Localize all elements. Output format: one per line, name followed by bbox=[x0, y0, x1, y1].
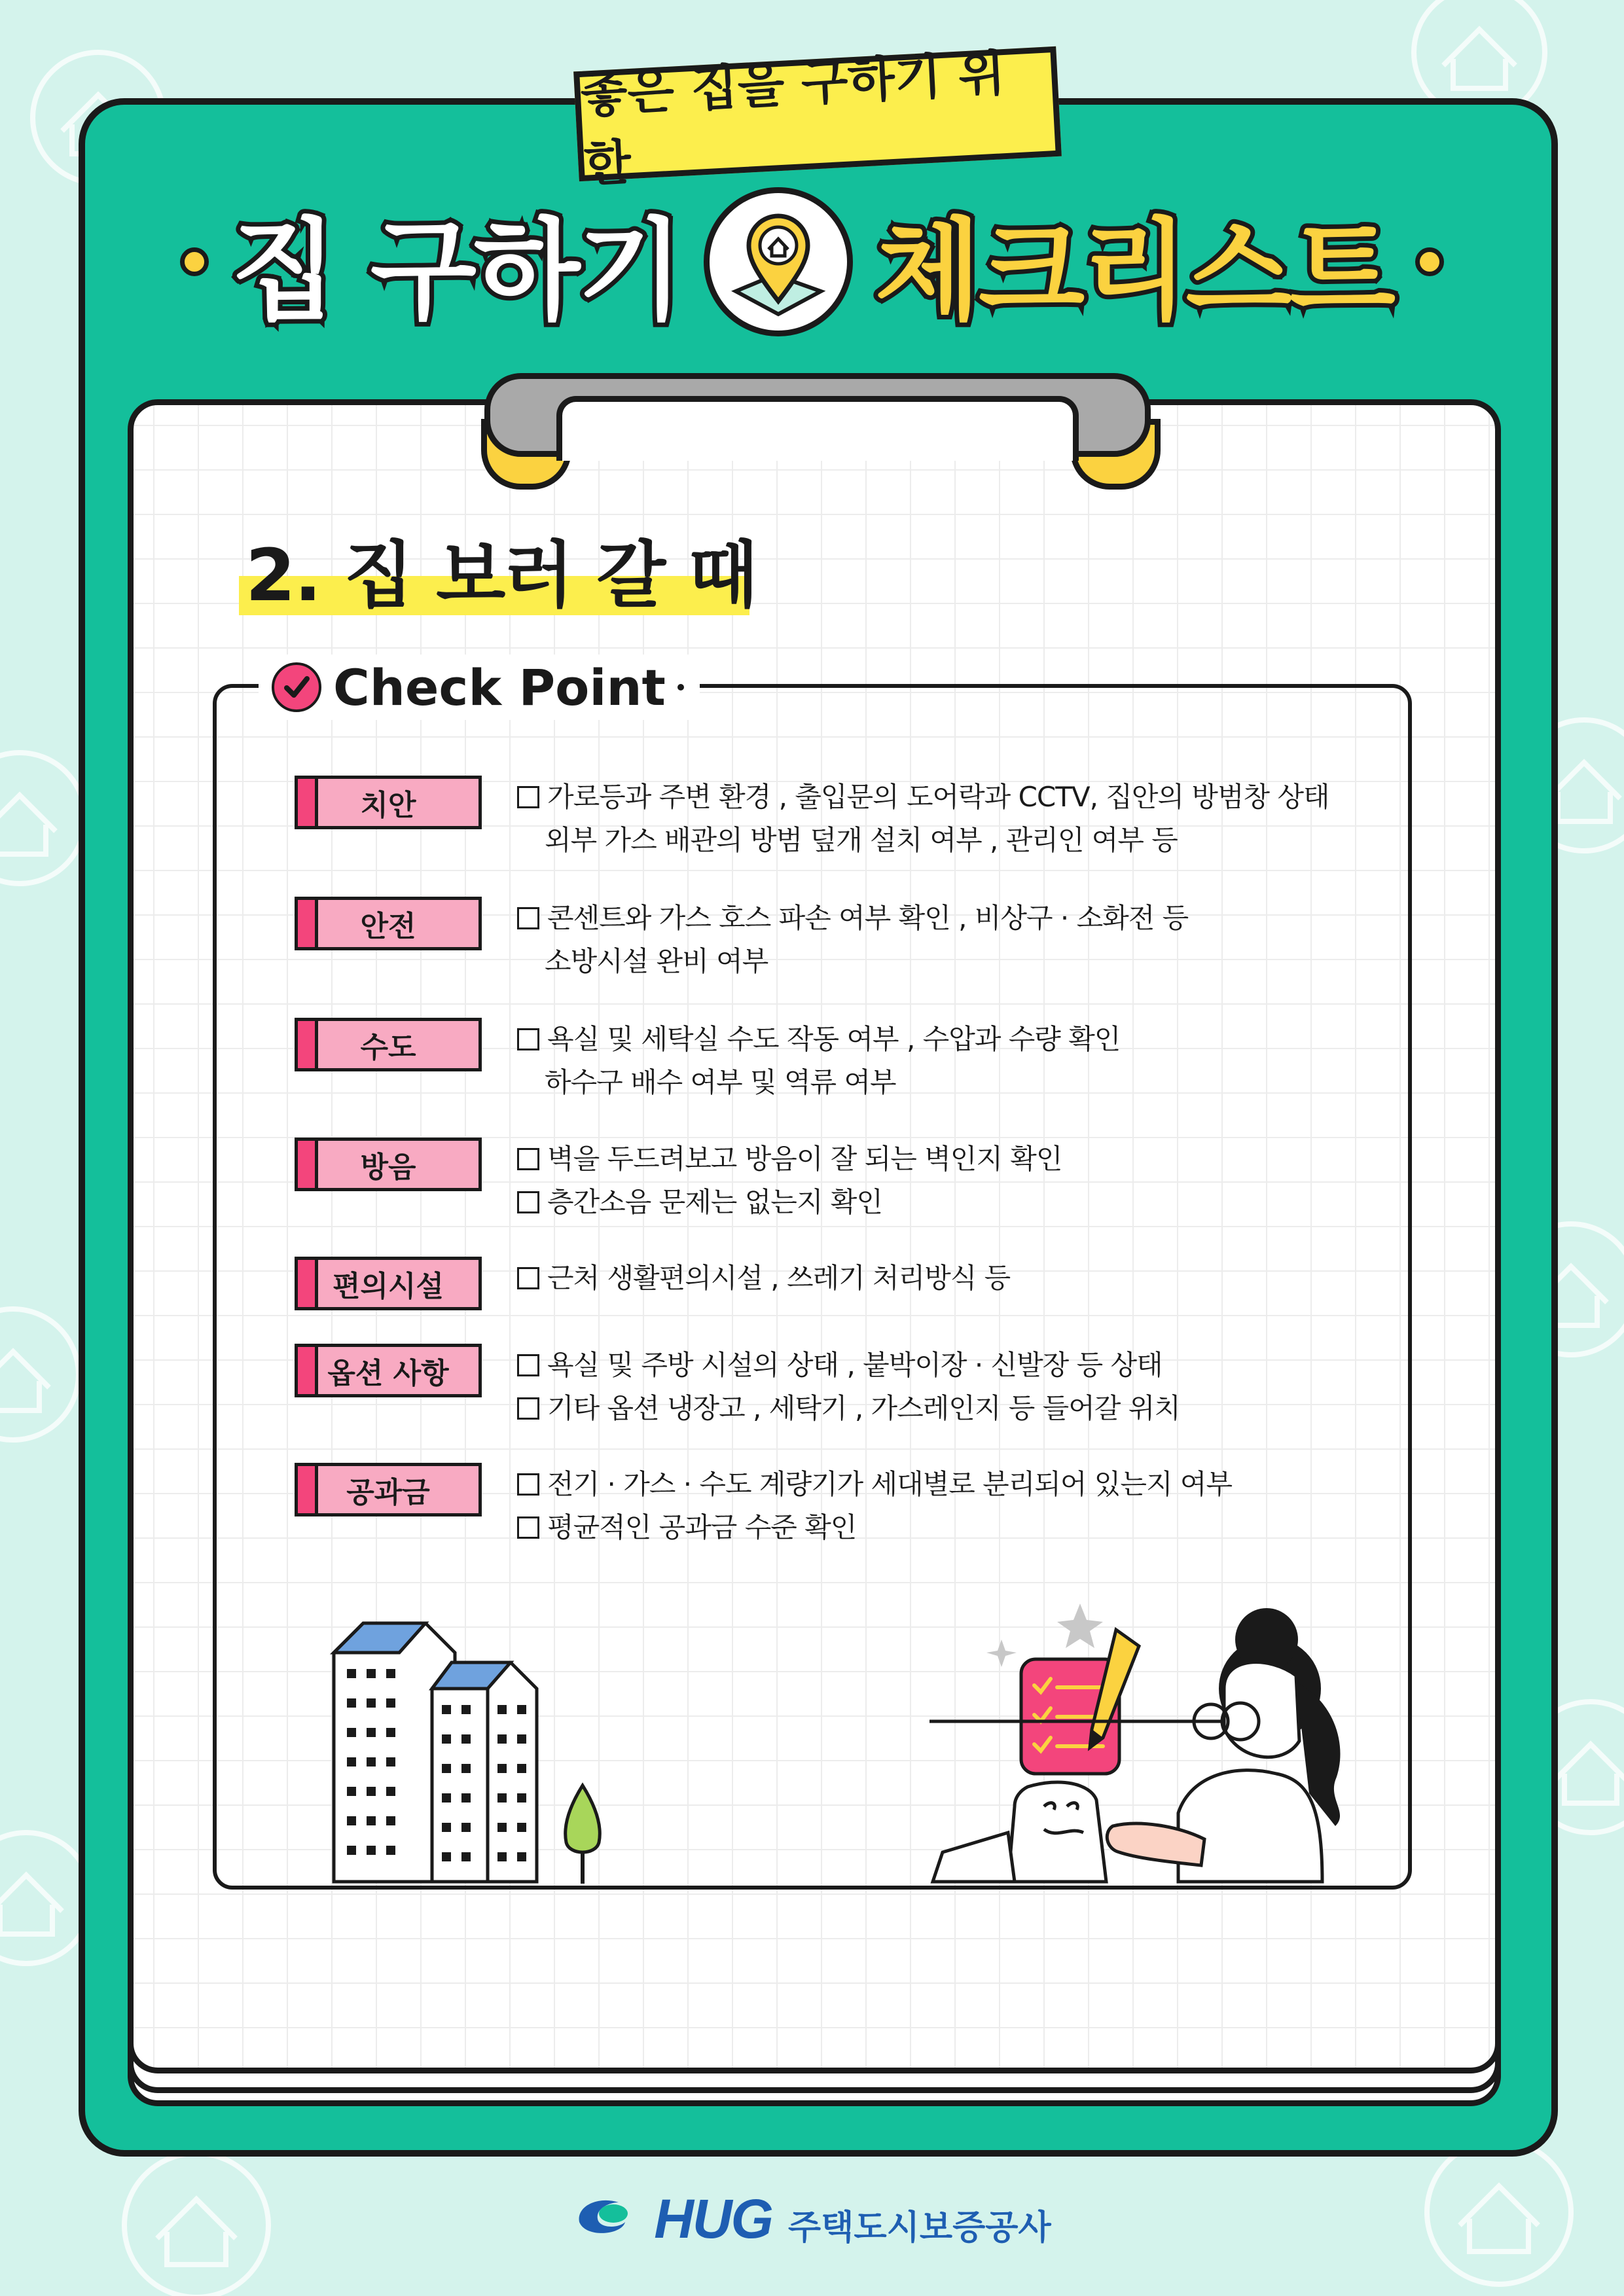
checklist-item-continued bbox=[517, 1061, 1120, 1104]
checkbox-icon[interactable] bbox=[517, 907, 539, 929]
checklist-item bbox=[517, 1463, 1232, 1506]
title-left: 집 구하기 bbox=[230, 206, 681, 335]
checklist-item bbox=[517, 1506, 1232, 1549]
header-ribbon bbox=[573, 45, 1062, 193]
page-title bbox=[0, 196, 1624, 335]
checklist-item-text: 욕실 및 주방 시설의 상태 , 붙박이장 · 신발장 등 상태 bbox=[547, 1349, 1163, 1381]
checkbox-icon[interactable] bbox=[517, 1148, 539, 1170]
checklist-item-continued bbox=[517, 819, 1329, 862]
checklist-item-text: 근처 생활편의시설 , 쓰레기 처리방식 등 bbox=[547, 1262, 1011, 1294]
checkbox-icon[interactable] bbox=[517, 1191, 539, 1213]
checklist-item-text: 전기 · 가스 · 수도 계량기가 세대별로 분리되어 있는지 여부 bbox=[547, 1468, 1233, 1500]
checklist-item-text: 평균적인 공과금 수준 확인 bbox=[547, 1511, 857, 1543]
tag-label: 방음 bbox=[295, 1138, 482, 1191]
tag-label: 치안 bbox=[295, 776, 482, 829]
org-name: 주택도시보증공사 bbox=[787, 2208, 1051, 2248]
hug-logo-icon bbox=[573, 2193, 645, 2245]
checkbox-icon[interactable] bbox=[517, 1354, 539, 1376]
checklist-item-text: 욕실 및 세탁실 수도 작동 여부 , 수압과 수량 확인 bbox=[547, 1023, 1121, 1055]
checklist-item-text: 가로등과 주변 환경 , 출입문의 도어락과 CCTV, 집안의 방범창 상태 bbox=[547, 781, 1329, 813]
woman-writing-illustration bbox=[929, 1590, 1388, 1885]
apartment-buildings-illustration bbox=[321, 1617, 596, 1885]
tree-illustration bbox=[560, 1780, 605, 1885]
checklist-item-text: 외부 가스 배관의 방범 덮개 설치 여부 , 관리인 여부 등 bbox=[545, 824, 1178, 856]
title-dot-left bbox=[180, 247, 209, 276]
ribbon-text: 좋은 집을 구하기 위한 bbox=[579, 45, 1007, 193]
checklist-item-text: 하수구 배수 여부 및 역류 여부 bbox=[545, 1066, 896, 1098]
checklist-item bbox=[517, 1181, 1062, 1224]
checkbox-icon[interactable] bbox=[517, 1028, 539, 1050]
check-point-title bbox=[259, 655, 700, 720]
checklist-item bbox=[517, 776, 1329, 819]
checklist-item-text: 콘센트와 가스 호스 파손 여부 확인 , 비상구 · 소화전 등 bbox=[547, 902, 1189, 934]
checklist-item bbox=[517, 1257, 1010, 1300]
checklist-item bbox=[517, 1138, 1062, 1181]
hug-logo-text: HUG bbox=[654, 2187, 772, 2250]
checklist-item-text: 기타 옵션 냉장고 , 세탁기 , 가스레인지 등 들어갈 위치 bbox=[547, 1392, 1180, 1424]
checkbox-icon[interactable] bbox=[517, 786, 539, 808]
check-icon bbox=[272, 662, 321, 712]
checkbox-icon[interactable] bbox=[517, 1516, 539, 1539]
clipboard-clip-inner bbox=[556, 396, 1079, 461]
checkbox-icon[interactable] bbox=[517, 1473, 539, 1496]
footer bbox=[0, 2179, 1624, 2258]
checklist-item bbox=[517, 1344, 1180, 1387]
checklist-item-text: 소방시설 완비 여부 bbox=[545, 945, 768, 977]
checklist-item-text: 층간소음 문제는 없는지 확인 bbox=[547, 1186, 882, 1218]
title-dot-right bbox=[1415, 247, 1444, 276]
check-point-label: Check Point bbox=[333, 658, 666, 717]
checklist-item bbox=[517, 897, 1188, 940]
checklist-item bbox=[517, 1387, 1180, 1430]
checklist-item bbox=[517, 1018, 1120, 1061]
house-pin-icon bbox=[704, 187, 853, 336]
title-right: 체크리스트 bbox=[875, 206, 1394, 335]
title-dot bbox=[677, 684, 684, 691]
section-heading: 2. 집 보러 갈 때 bbox=[245, 533, 757, 617]
checklist-item-text: 벽을 두드려보고 방음이 잘 되는 벽인지 확인 bbox=[547, 1143, 1062, 1175]
tag-label: 수도 bbox=[295, 1018, 482, 1071]
checkbox-icon[interactable] bbox=[517, 1397, 539, 1420]
tag-label: 옵션 사항 bbox=[295, 1344, 482, 1397]
checklist-item-continued bbox=[517, 940, 1188, 983]
checkbox-icon[interactable] bbox=[517, 1267, 539, 1289]
tag-label: 공과금 bbox=[295, 1463, 482, 1516]
tag-label: 편의시설 bbox=[295, 1257, 482, 1310]
tag-label: 안전 bbox=[295, 897, 482, 950]
star-icon bbox=[1057, 1604, 1103, 1648]
